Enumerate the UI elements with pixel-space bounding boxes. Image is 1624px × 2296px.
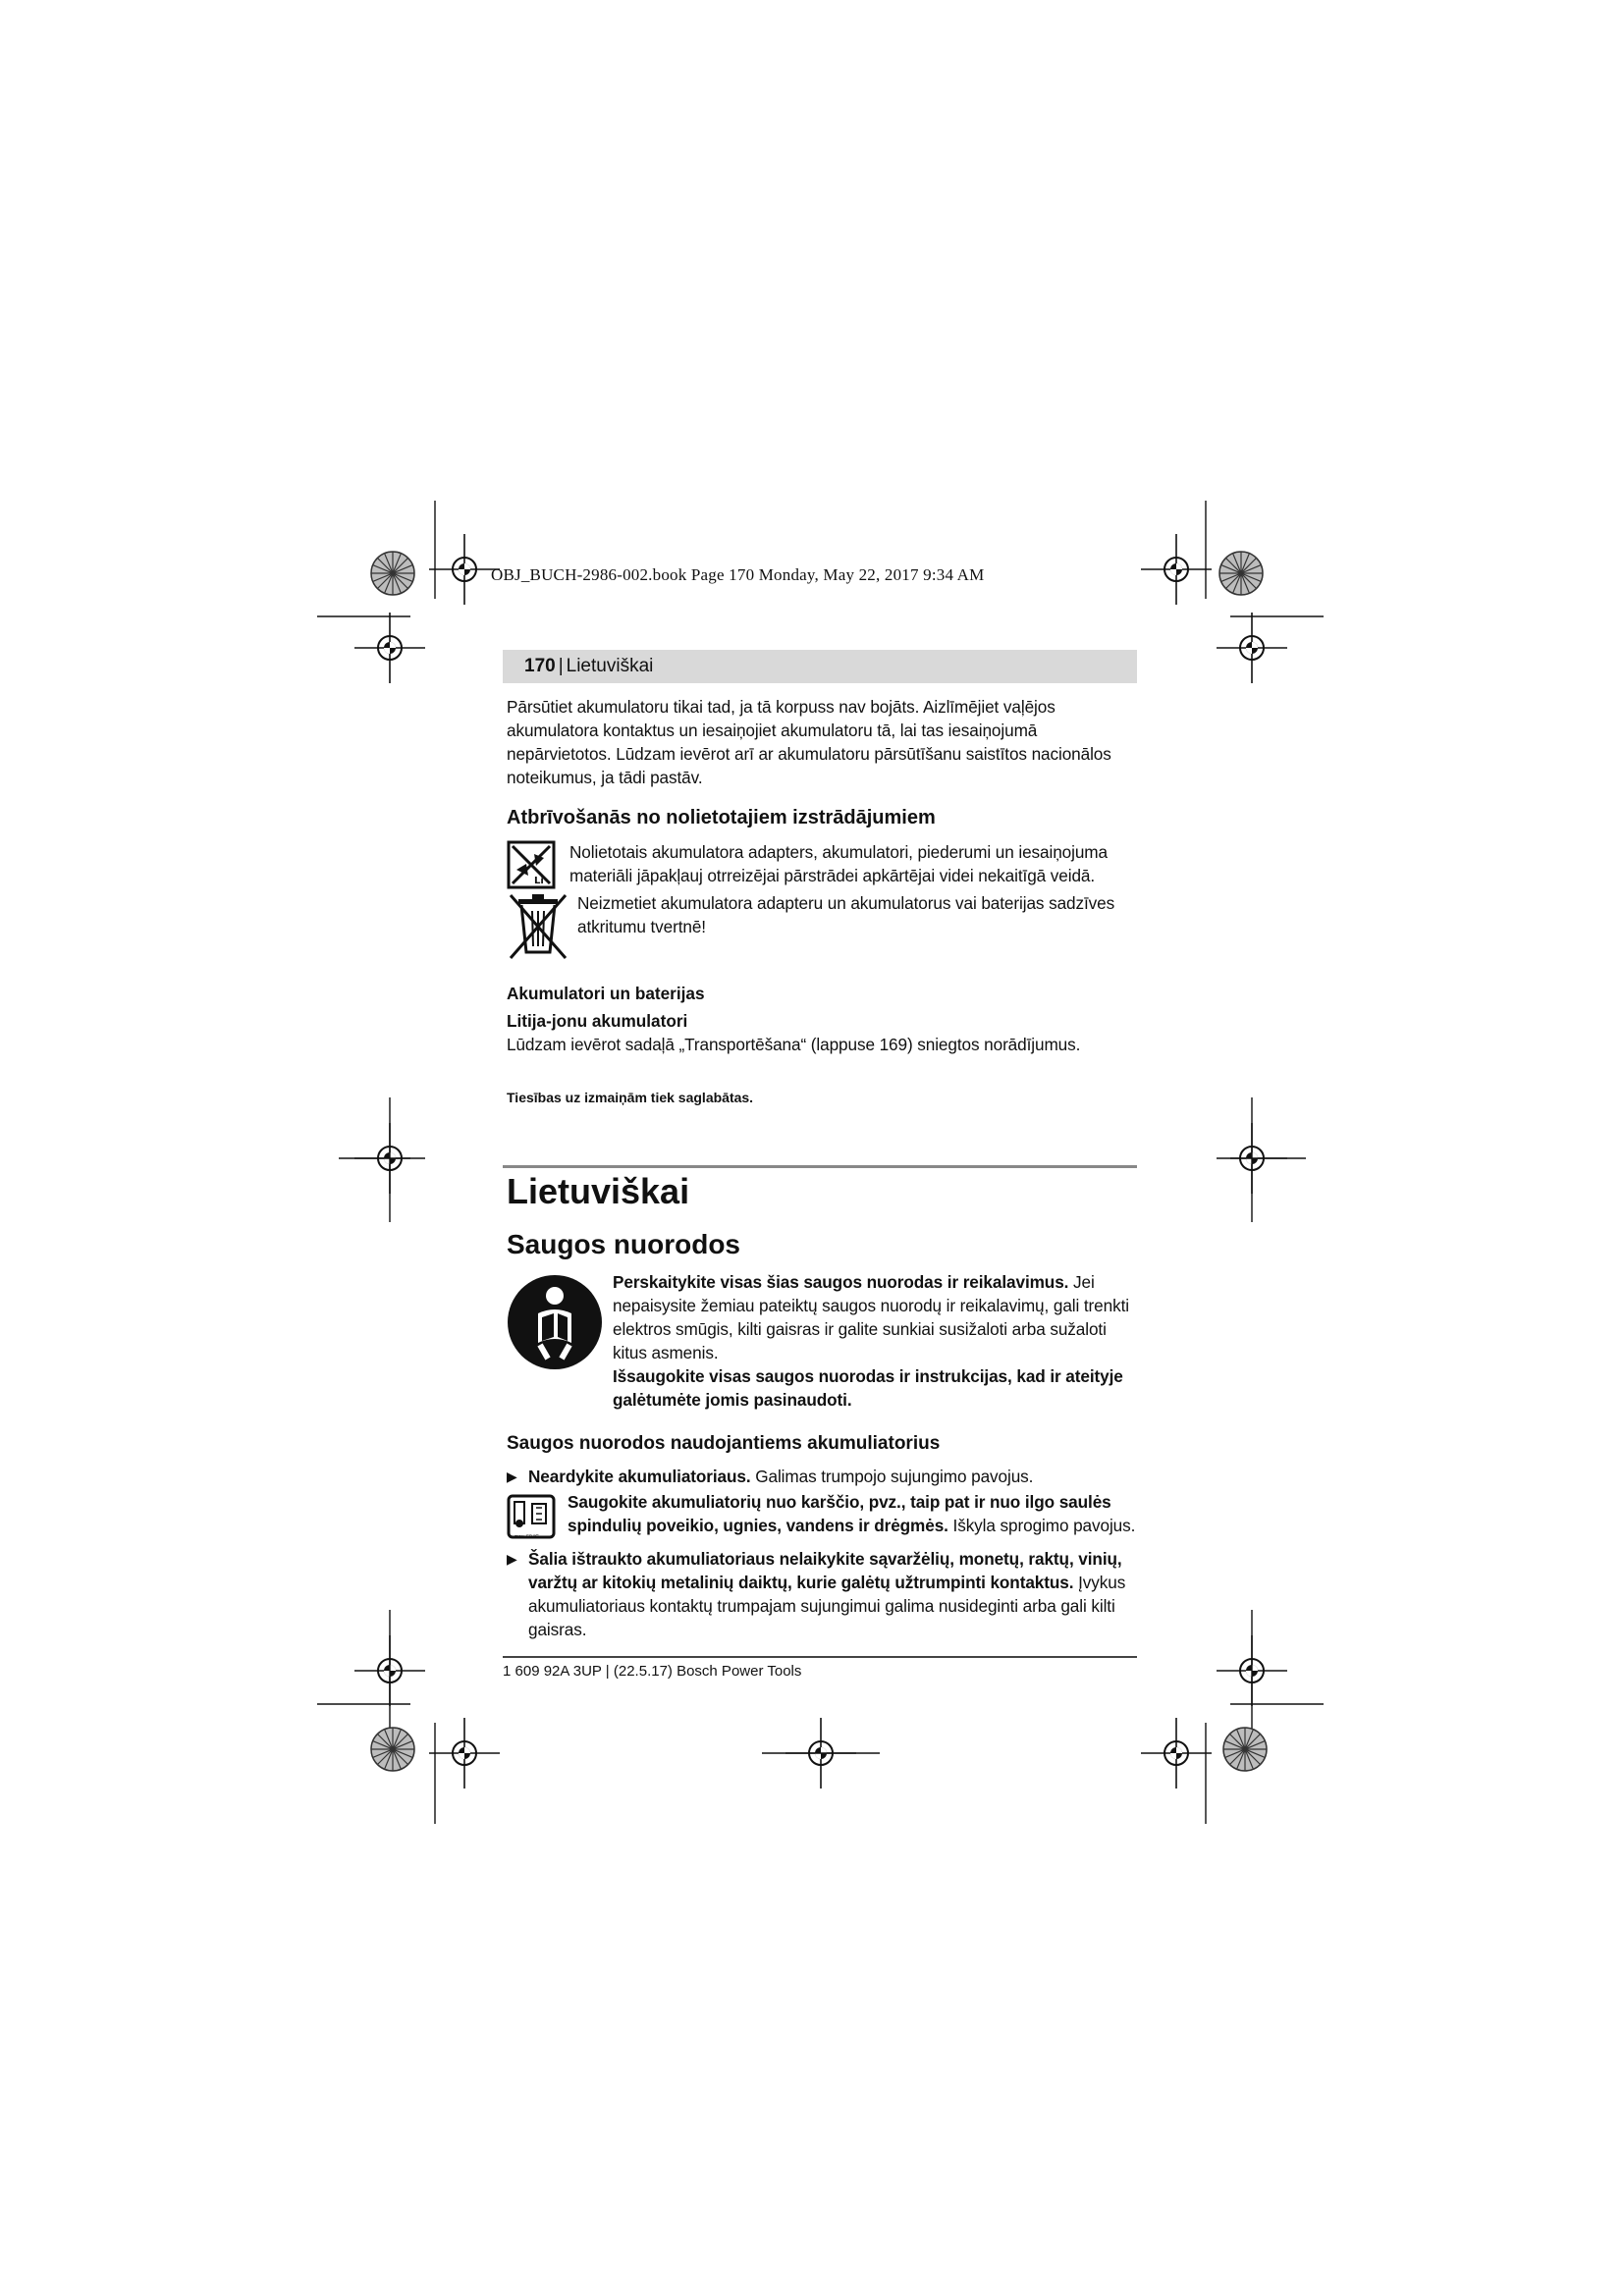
page-number: 170 [524, 656, 556, 676]
disposal-recycle-row [507, 840, 1137, 894]
liion-text: Lūdzam ievērot sadaļā „Transportēšana“ (lappuse 169) sniegtos norādījumus. [507, 1035, 1081, 1054]
bullet-disassemble-text [528, 1465, 1137, 1488]
print-slug: OBJ_BUCH-2986-002.book Page 170 Monday, May 22, 2017 9:34 AM [491, 565, 985, 584]
battery-safety-heading: Saugos nuorodos naudojantiems akumuliatorius [507, 1433, 941, 1454]
registration-star-icon [1223, 1728, 1267, 1771]
bullet-arrow-icon: ▶ [507, 1551, 517, 1567]
bullet-metal-text [528, 1547, 1137, 1641]
footer-rule [503, 1656, 1137, 1658]
registration-crosshair-icon [1141, 1718, 1212, 1789]
bullet-metal-bold: Šalia ištraukto akumuliatoriaus nelaikykite sąvaržėlių, monetų, raktų, vinių, varžtų ar kitokių metalinių daiktų, kurie galėtų užtrumpinti kontaktus. [528, 1549, 1122, 1592]
registration-star-icon [371, 552, 414, 595]
read-instructions-text [613, 1270, 1137, 1364]
disposal-text-recycle: Nolietotais akumulatora adapters, akumulatori, piederumi un iesaiņojuma materiāli jāpakļauj otrreizējai pārstrādei apkārtējai videi nekaitīgā veidā. [569, 842, 1108, 885]
heat-warning-bold: Saugokite akumuliatorių nuo karščio, pvz., taip pat ir nuo ilgo saulės spindulių poveikio, ugnies, vandens ir drėgmės. [568, 1492, 1111, 1535]
read-manual-icon [507, 1270, 609, 1375]
header-language: Lietuviškai [566, 656, 654, 676]
page-footer: 1 609 92A 3UP | (22.5.17) Bosch Power Tools [503, 1663, 802, 1680]
bullet-disassemble [507, 1465, 1137, 1488]
heat-warning-row [507, 1490, 1137, 1540]
safety-heading: Saugos nuorodos [507, 1229, 740, 1259]
transport-paragraph: Pārsūtiet akumulatoru tikai tad, ja tā korpuss nav bojāts. Aizlīmējiet vaļējos akumulatora kontaktus un iesaiņojiet akumulatoru tā, lai tas iesaiņojumā nepārvietotos. Lūdzam ievērot arī ar akumulatoru pārsūtīšanu saistītos nacionālos noteikumus, ja tādi pastāv. [507, 697, 1111, 787]
battery-safety-block [507, 1431, 1137, 1457]
heat-warning-text [568, 1490, 1137, 1537]
read-instructions-row [507, 1270, 1137, 1412]
registration-crosshair-icon [354, 613, 425, 683]
page-header [503, 650, 1137, 683]
rights-notice: Tiesības uz izmaiņām tiek saglabātas. [507, 1090, 754, 1105]
read-instructions-rest: Jei nepaisysite žemiau pateiktų saugos nuorodų ir reikalavimų, gali trenkti elektros smūgis, kilti gaisras ir galite sunkiai susižaloti arba sužaloti kitus asmenis. [613, 1272, 1129, 1362]
registration-star-icon [371, 1728, 414, 1771]
heat-protection-icon [507, 1490, 560, 1540]
registration-crosshair-icon [1141, 534, 1212, 605]
registration-crosshair-icon [1217, 613, 1287, 683]
lithuanian-title-block [507, 1172, 1137, 1211]
heat-icon-label: max. 50 °C [514, 1534, 539, 1540]
bullet-metal-objects [507, 1547, 1137, 1641]
bullet-arrow-icon: ▶ [507, 1468, 517, 1484]
liion-heading: Litija-jonu akumulatori [507, 1011, 688, 1031]
registration-crosshair-icon [429, 534, 500, 605]
disposal-bin-row [507, 891, 1137, 967]
bullet-disassemble-rest: Galimas trumpojo sujungimo pavojus. [750, 1467, 1034, 1486]
registration-star-icon [1219, 552, 1263, 595]
disposal-text-bin: Neizmetiet akumulatora adapteru un akumulatorus vai baterijas sadzīves atkritumu tvertnē! [577, 893, 1115, 936]
recycle-icon [507, 840, 560, 894]
safety-heading-block [507, 1229, 1137, 1260]
bullet-disassemble-bold: Neardykite akumuliatoriaus. [528, 1467, 751, 1486]
bullet-metal-rest: Įvykus akumuliatoriaus kontaktų trumpajam sujungimui galima nusideginti arba gali kilti gaisras. [528, 1573, 1126, 1639]
batteries-block [507, 982, 1137, 1056]
latvian-section [507, 695, 1137, 789]
batteries-heading: Akumulatori un baterijas [507, 984, 705, 1003]
disposal-block [507, 805, 1137, 830]
section-divider [503, 1165, 1137, 1168]
heat-warning-rest: Iškyla sprogimo pavojus. [947, 1516, 1136, 1535]
crossed-bin-icon [507, 891, 575, 967]
keep-instructions-text: Išsaugokite visas saugos nuorodas ir instrukcijas, kad ir ateityje galėtumėte jomis pasinaudoti. [613, 1366, 1123, 1410]
registration-crosshair-icon [429, 1718, 500, 1789]
lithuanian-title: Lietuviškai [507, 1171, 690, 1211]
svg-text:Li: Li [534, 876, 544, 886]
rights-block [507, 1090, 1137, 1105]
read-instructions-bold: Perskaitykite visas šias saugos nuorodas ir reikalavimus. [613, 1272, 1069, 1292]
header-separator: | [558, 656, 564, 676]
disposal-heading: Atbrīvošanās no nolietotajiem izstrādājumiem [507, 807, 936, 828]
